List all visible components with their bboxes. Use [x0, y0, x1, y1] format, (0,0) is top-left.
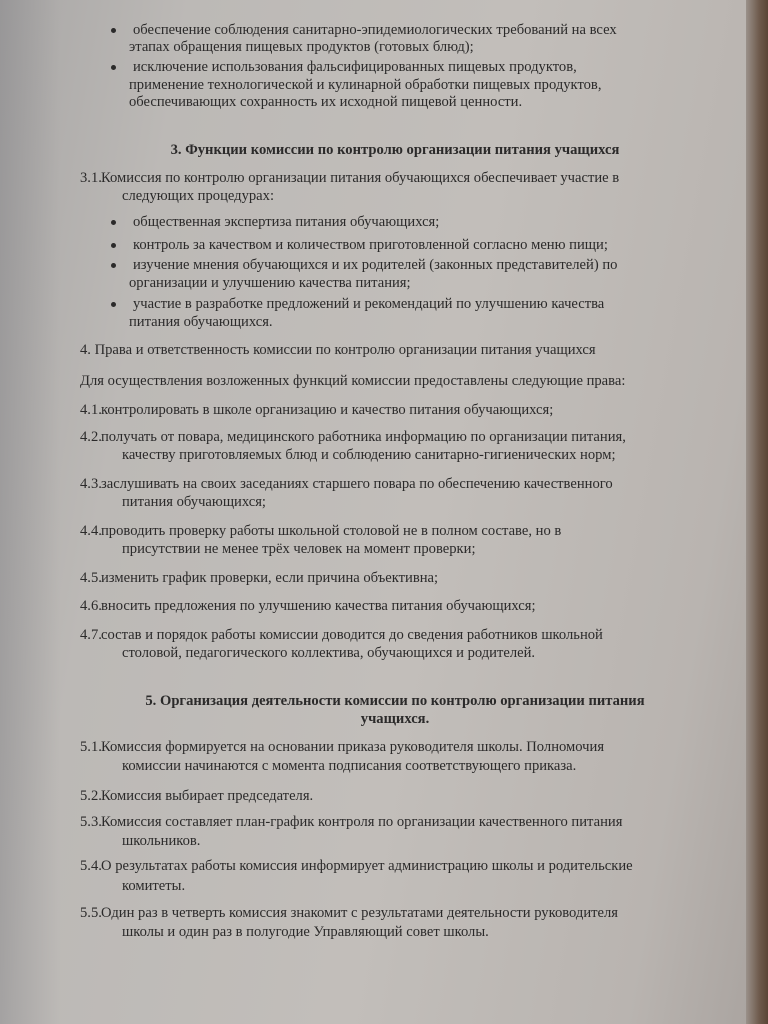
clause-number: 5.1. — [80, 739, 102, 755]
text-line: Для осуществления возложенных функций комиссии предоставлены следующие права: — [80, 373, 626, 389]
clause-number: 4.2. — [80, 429, 102, 445]
text-line: школьников. — [122, 833, 201, 849]
text-line: изменить график проверки, если причина объективна; — [101, 570, 439, 586]
text-line: проводить проверку работы школьной столовой не в полном составе, но в — [101, 523, 562, 539]
bullet-icon — [111, 220, 116, 225]
text-line: питания обучающихся. — [129, 314, 273, 330]
bullet-icon — [111, 263, 116, 268]
text-line: организации и улучшению качества питания; — [129, 275, 411, 291]
text-line: 5. Организация деятельности комиссии по контролю организации питания — [145, 693, 645, 709]
text-line: контроль за качеством и количеством приготовленной согласно меню пищи; — [133, 237, 608, 253]
text-line: получать от повара, медицинского работника информацию по организации питания, — [101, 429, 626, 445]
clause-number: 4.4. — [80, 523, 102, 539]
clause-number: 4.6. — [80, 598, 102, 614]
text-line: изучение мнения обучающихся и их родителей (законных представителей) по — [133, 257, 618, 273]
text-line: обеспечивающих сохранность их исходной пищевой ценности. — [129, 94, 523, 110]
text-line: 3. Функции комиссии по контролю организации питания учащихся — [170, 142, 620, 158]
clause-number: 5.3. — [80, 814, 102, 830]
bullet-icon — [111, 28, 116, 33]
text-line: комитеты. — [122, 878, 186, 894]
text-line: присутствии не менее трёх человек на момент проверки; — [122, 541, 476, 557]
clause-number: 3.1. — [80, 170, 102, 186]
text-line: участие в разработке предложений и рекомендаций по улучшению качества — [133, 296, 605, 312]
text-line: этапах обращения пищевых продуктов (готовых блюд); — [129, 39, 474, 55]
clause-number: 5.5. — [80, 905, 102, 921]
clause-number: 5.4. — [80, 858, 102, 874]
text-line: Один раз в четверть комиссия знакомит с результатами деятельности руководителя — [101, 905, 619, 921]
bullet-icon — [111, 302, 116, 307]
text-line: исключение использования фальсифицированных пищевых продуктов, — [133, 59, 577, 75]
clause-number: 4.1. — [80, 402, 102, 418]
text-line: обеспечение соблюдения санитарно-эпидемиологических требований на всех — [133, 22, 617, 38]
text-line: контролировать в школе организацию и качество питания обучающихся; — [101, 402, 554, 418]
text-line: вносить предложения по улучшению качества питания обучающихся; — [101, 598, 536, 614]
clause-number: 5.2. — [80, 788, 102, 804]
text-line: комиссии начинаются с момента подписания соответствующего приказа. — [122, 758, 577, 774]
text-line: следующих процедурах: — [122, 188, 275, 204]
text-line: применение технологической и кулинарной обработки пищевых продуктов, — [129, 77, 602, 93]
clause-number: 4.3. — [80, 476, 102, 492]
text-line: Комиссия выбирает председателя. — [101, 788, 314, 804]
text-line: Комиссия по контролю организации питания обучающихся обеспечивает участие в — [101, 170, 620, 186]
text-line: 4. Права и ответственность комиссии по контролю организации питания учащихся — [80, 342, 596, 358]
clause-number: 4.5. — [80, 570, 102, 586]
clause-number: 4.7. — [80, 627, 102, 643]
text-line: Комиссия формируется на основании приказа руководителя школы. Полномочия — [101, 739, 605, 755]
text-line: школы и один раз в полугодие Управляющий совет школы. — [122, 924, 489, 940]
text-line: заслушивать на своих заседаниях старшего повара по обеспечению качественного — [101, 476, 613, 492]
text-line: столовой, педагогического коллектива, обучающихся и родителей. — [122, 645, 536, 661]
text-line: качеству приготовляемых блюд и соблюдению санитарно-гигиенических норм; — [122, 447, 616, 463]
bullet-icon — [111, 65, 116, 70]
text-line: Комиссия составляет план-график контроля по организации качественного питания — [101, 814, 623, 830]
bullet-icon — [111, 243, 116, 248]
text-line: общественная экспертиза питания обучающихся; — [133, 214, 440, 230]
text-line: состав и порядок работы комиссии доводится до сведения работников школьной — [101, 627, 603, 643]
text-line: питания обучающихся; — [122, 494, 266, 510]
text-line: учащихся. — [360, 711, 430, 727]
text-line: О результатах работы комиссия информирует администрацию школы и родительские — [101, 858, 633, 874]
